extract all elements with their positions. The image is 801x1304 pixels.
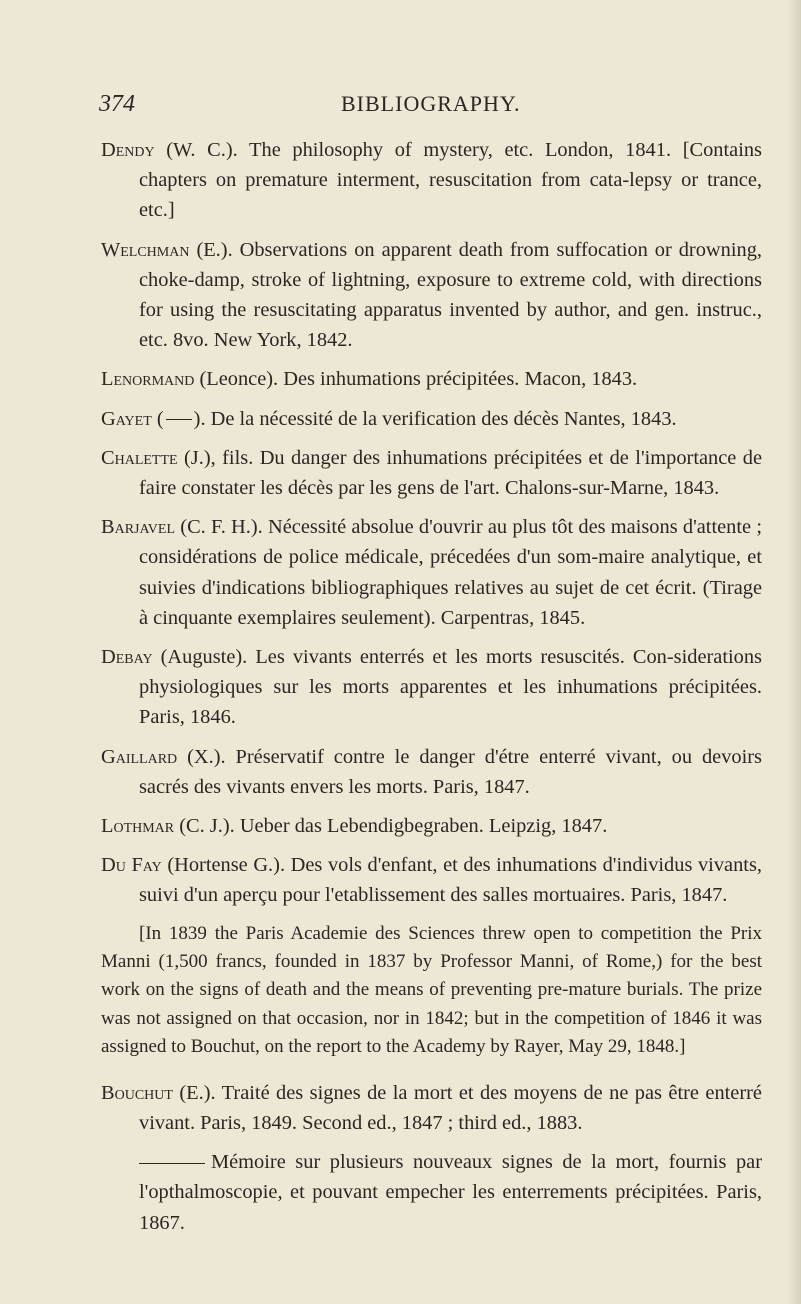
book-page <box>101 82 762 1247</box>
entry-text: (E.). Traité des signes de la mort et des moyens de ne pas être enterré vivant. Paris, 1849. Second ed., 1847 ; third ed., 1883. <box>139 1081 762 1134</box>
bib-entry-gayet <box>101 404 762 434</box>
bib-entry-barjavel <box>101 512 762 633</box>
entry-text-after: ). De la nécessité de la verification des décès Nantes, 1843. <box>193 407 677 430</box>
bib-entry-lothmar <box>101 811 762 841</box>
page-edge-shadow <box>787 0 801 1304</box>
entry-author: Barjavel <box>101 516 176 539</box>
bib-entry-chalette <box>101 443 762 503</box>
bib-entry-bouchut-memoire <box>101 1147 762 1238</box>
editorial-note: [In 1839 the Paris Academie des Sciences threw open to competition the Prix Manni (1,500 francs, founded in 1837 by Professor Manni, of Rome,) for the best work on the signs of death and the means of preventing pre-mature burials. The prize was not assigned on that occasion, nor in 1842; but in the competition of 1846 it was assigned to Bouchut, on the report to the Academy by Rayer, May 29, 1848.] <box>101 922 762 1058</box>
entry-text: (C. J.). Ueber das Lebendigbegraben. Leipzig, 1847. <box>174 815 608 838</box>
entry-author: Du Fay <box>101 854 162 877</box>
running-head: BIBLIOGRAPHY. <box>341 91 521 116</box>
entry-text: (X.). Préservatif contre le danger d'étre enterré vivant, ou devoirs sacrés des vivants envers les morts. Paris, 1847. <box>139 745 762 798</box>
entry-text-before: ( <box>151 407 164 430</box>
page-header <box>101 82 762 126</box>
bib-entry-debay <box>101 642 762 733</box>
entry-author: Gayet <box>101 407 152 430</box>
entry-text: (Hortense G.). Des vols d'enfant, et des inhumations d'individus vivants, suivi d'un aperçu pour l'etablissement des salles mortuaires. Paris, 1847. <box>139 854 762 907</box>
bib-entry-du-fay <box>101 850 762 910</box>
name-omitted-dash <box>166 419 192 420</box>
entry-author: Bouchut <box>101 1081 173 1104</box>
entry-author: Lothmar <box>101 815 175 838</box>
entry-text: (W. C.). The philosophy of mystery, etc. London, 1841. [Contains chapters on premature interment, resuscitation from cata-lepsy or trance, etc.] <box>139 139 762 222</box>
bib-entry-welchman <box>101 235 762 356</box>
bib-entry-lenormand <box>101 364 762 394</box>
page-number: 374 <box>99 91 135 117</box>
ditto-dash <box>139 1163 205 1164</box>
bib-entry-gaillard <box>101 742 762 802</box>
entry-author: Dendy <box>101 139 155 161</box>
entry-author: Chalette <box>101 446 178 469</box>
entry-author: Gaillard <box>101 745 178 768</box>
entry-text: Mémoire sur plusieurs nouveaux signes de la mort, fournis par l'opthalmoscopie, et pouvant empecher les enterrements précipitées. Paris, 1867. <box>139 1151 762 1234</box>
entry-text: (C. F. H.). Nécessité absolue d'ouvrir au plus tôt des maisons d'attente ; considérations de police médicale, précedées d'un som-maire analytique, et suivies d'indications bibliographiques relatives au sujet de cet écrit. (Tirage à cinquante exemplaires seulement). Carpentras, 1845. <box>139 516 762 629</box>
entry-text: (Leonce). Des inhumations précipitées. Macon, 1843. <box>194 368 638 391</box>
entry-author: Welchman <box>101 238 190 261</box>
entry-text: (Auguste). Les vivants enterrés et les morts resuscités. Con-siderations physiologiques sur les morts apparentes et les inhumations précipitées. Paris, 1846. <box>139 646 762 729</box>
entry-author: Lenormand <box>101 368 195 391</box>
bib-entry-bouchut <box>101 1078 762 1138</box>
bib-entry-dendy <box>101 135 762 226</box>
entry-text: (E.). Observations on apparent death from suffocation or drowning, choke-damp, stroke of lightning, exposure to extreme cold, with directions for using the resuscitating apparatus invented by author, and gen. instruc., etc. 8vo. New York, 1842. <box>139 238 762 352</box>
entry-author: Debay <box>101 646 153 669</box>
entry-text: (J.), fils. Du danger des inhumations précipitées et de l'importance de faire constater les décès par les gens de l'art. Chalons-sur-Marne, 1843. <box>139 446 762 500</box>
